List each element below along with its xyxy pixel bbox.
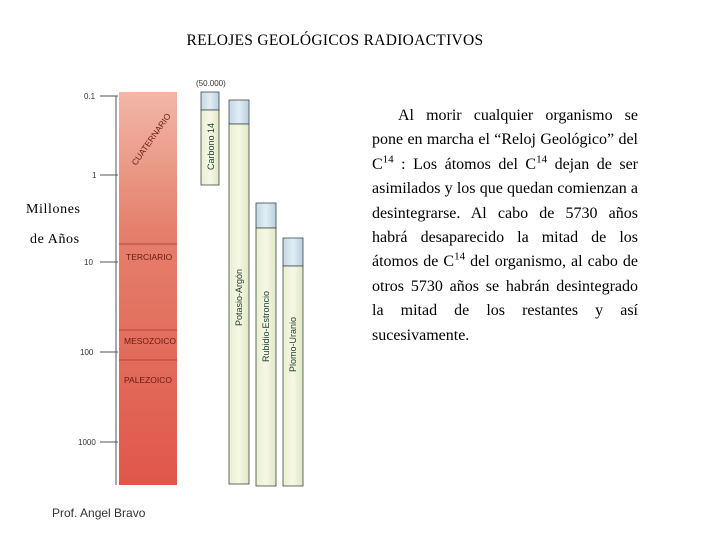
- tick-label: 0.1: [84, 92, 96, 101]
- page-title: RELOJES GEOLÓGICOS RADIOACTIVOS: [186, 32, 484, 49]
- clock-label: Plomo-Uranio: [288, 316, 298, 372]
- era-label-terciario: TERCIARIO: [126, 252, 173, 262]
- tick-label: 1: [92, 171, 97, 180]
- era-label-cuaternario: CUATERNARIO: [129, 111, 173, 168]
- clock-label: Carbono 14: [206, 122, 216, 170]
- clock-label: Rubidio-Estroncio: [261, 290, 271, 362]
- y-axis-label-de-anos: de Años: [30, 232, 80, 247]
- clock-plomo-uranio: [283, 238, 303, 486]
- clock-label: Potasio-Argón: [234, 268, 244, 326]
- tube-cap: [256, 203, 276, 228]
- superscript: 14: [536, 153, 548, 166]
- y-axis-label-millones: Millones: [26, 202, 81, 217]
- era-label-paleozoico: PALEZOICO: [124, 375, 173, 385]
- tick-label: 1000: [78, 438, 96, 447]
- superscript: 14: [382, 153, 394, 166]
- superscript: 14: [454, 251, 466, 264]
- explanation-paragraph: [372, 104, 638, 348]
- tick-label: 100: [80, 348, 94, 357]
- time-scale-axis: [78, 92, 118, 485]
- explanation-text: [372, 104, 638, 348]
- tube-cap: [201, 92, 219, 110]
- tube-body: [283, 266, 303, 486]
- text-segment: Al morir cualquier organismo se pone en marcha el “Reloj Geológico” del C: [372, 107, 638, 173]
- clock-carbono-14: [196, 79, 226, 185]
- text-segment: del organismo, al cabo de otros 5730 años se habrán desintegrado la mitad de los restantes y así sucesivamente.: [372, 253, 638, 344]
- clock-potasio-argon: [229, 100, 249, 484]
- text-segment: dejan de ser asimilados y los que quedan comienzan a desintegrarse. Al cabo de 5730 años habrá desaparecido la mitad de los átomos de C: [372, 155, 638, 271]
- era-label-mesozoico: MESOZOICO: [124, 336, 176, 346]
- tick-label: 10: [84, 258, 93, 267]
- author-credit: Prof. Angel Bravo: [52, 506, 146, 520]
- clock-rubidio-estroncio: [256, 203, 276, 486]
- tube-cap: [283, 238, 303, 266]
- geologic-era-column: [119, 92, 177, 485]
- range-label: (50.000): [196, 79, 226, 88]
- tube-cap: [229, 100, 249, 124]
- text-segment: : Los átomos del C: [393, 155, 537, 173]
